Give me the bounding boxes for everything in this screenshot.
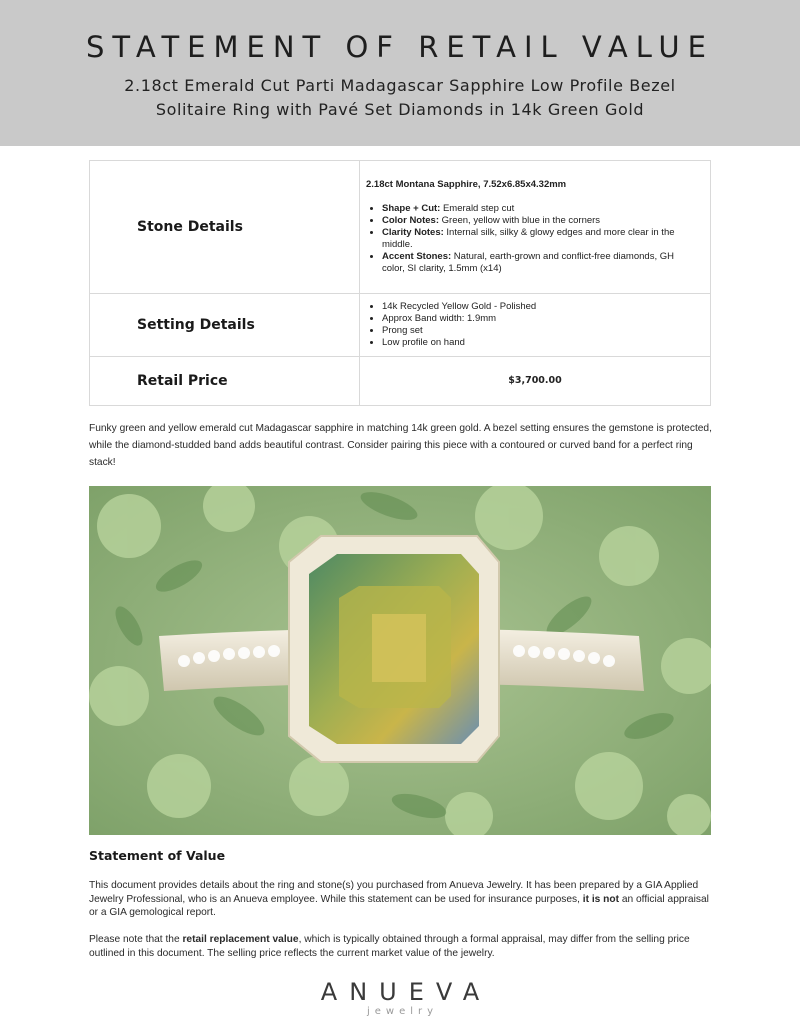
product-subtitle: 2.18ct Emerald Cut Parti Madagascar Sapphire Low Profile Bezel Solitaire Ring with Pavé Set Diamonds in 14k Green Gold (124, 76, 676, 119)
list-item: • Low profile on hand (382, 337, 696, 349)
table-row-stone (90, 161, 711, 294)
brand-tagline: jewelry (366, 1006, 439, 1017)
table-row-setting (90, 294, 711, 357)
list-item-clarity: • Clarity Notes: Internal silk, silky & glowy edges and more clear in the middle. (382, 227, 696, 251)
retail-price-label: Retail Price (137, 373, 228, 389)
stone-details-cell (360, 161, 711, 294)
details-table (89, 160, 711, 406)
stone-heading: 2.18ct Montana Sapphire, 7.52x6.85x4.32mm (366, 178, 567, 190)
list-item: • 14k Recycled Yellow Gold - Polished (382, 301, 696, 313)
statement-paragraph-2: Please note that the retail replacement value, which is typically obtained through a formal appraisal, may differ from the selling price outlined in this document. The selling price reflects the current market value of the jewelry. (89, 934, 690, 959)
retail-price-value: $3,700.00 (360, 357, 711, 406)
brand-name: ANUEVA (320, 978, 492, 1006)
list-item-color: • Color Notes: Green, yellow with blue in the corners (382, 215, 696, 227)
document-title: STATEMENT OF RETAIL VALUE (86, 30, 714, 64)
list-item: • Prong set (382, 325, 696, 337)
setting-details-label: Setting Details (137, 317, 255, 333)
setting-details-cell (360, 294, 711, 357)
list-item-shape: • Shape + Cut: Emerald step cut (382, 203, 696, 215)
anueva-logo (0, 978, 800, 1018)
product-description: Funky green and yellow emerald cut Madagascar sapphire in matching 14k green gold. A bezel setting ensures the gemstone is protected, while the diamond-studded band adds beautiful contrast. Consider pairing this piece with a contoured or curved band for a perfect ring stack! (89, 423, 712, 468)
header-banner (0, 0, 800, 146)
list-item-accent: • Accent Stones: Natural, earth-grown and conflict-free diamonds, GH color, SI clarity, 1.5mm (x14) (382, 251, 696, 275)
statement-paragraph-1: This document provides details about the ring and stone(s) you purchased from Anueva Jewelry. It has been prepared by a GIA Applied Jewelry Professional, who is an Anueva employee. While this statement can be used for insurance purposes, it is not an official appraisal or a GIA gemological report. (89, 880, 709, 918)
stone-details-label: Stone Details (137, 219, 243, 235)
ring-photo (89, 486, 711, 835)
table-row-price (90, 357, 711, 406)
statement-title: Statement of Value (89, 848, 226, 863)
list-item: • Approx Band width: 1.9mm (382, 313, 696, 325)
